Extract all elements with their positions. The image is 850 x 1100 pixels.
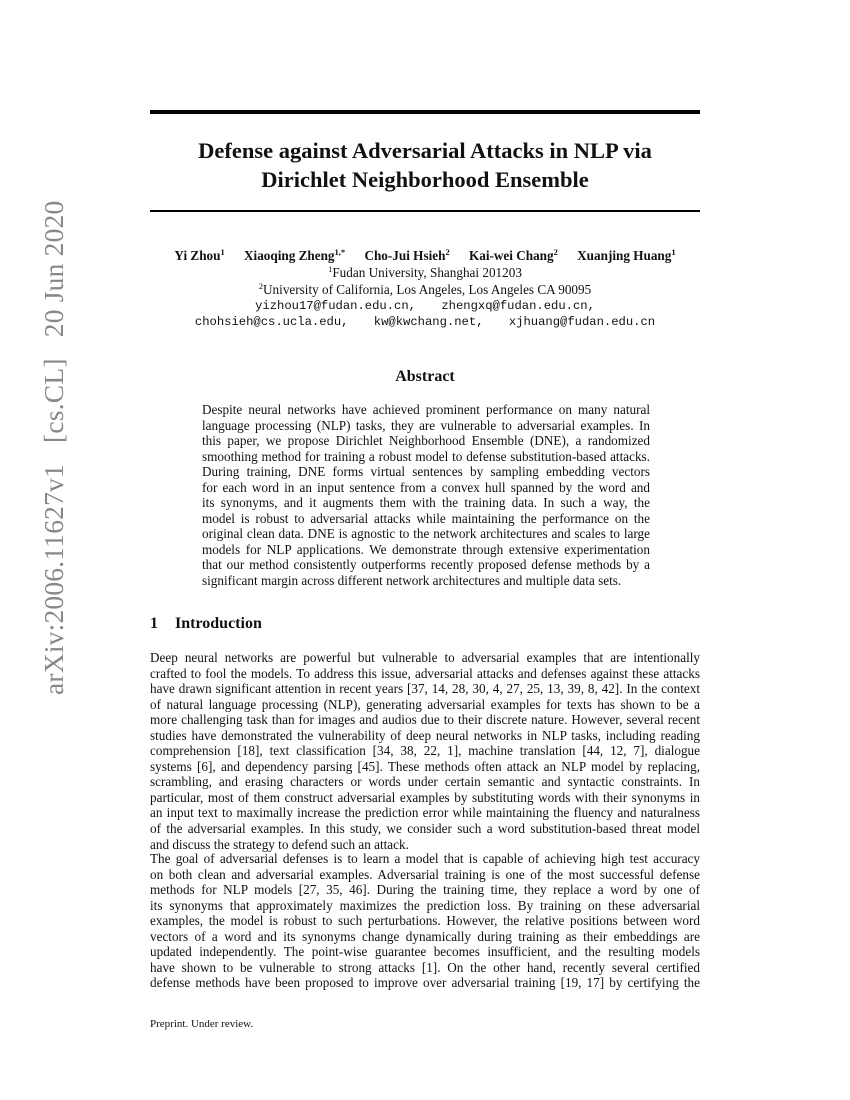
section-number: 1	[150, 615, 158, 632]
text-line: comprehension [18], text classification [34, 38, 22, 1], machine translation [44, 12, 7], dialogue	[150, 743, 700, 759]
author-name: Xiaoqing Zheng	[244, 248, 335, 263]
text-line: crafted to fool the models. To address this issue, adversarial attacks and defenses against these attacks	[150, 665, 700, 681]
text-line: The goal of adversarial defenses is to learn a model that is capable of achieving high test accuracy	[150, 851, 700, 866]
author-name: Cho-Jui Hsieh	[364, 248, 446, 263]
text-line: have shown to be vulnerable to strong attacks [1]. On the other hand, recently several certified	[150, 959, 700, 975]
arxiv-category: [cs.CL]	[38, 358, 69, 443]
title-bottom-rule	[150, 210, 700, 212]
abstract-body	[202, 402, 650, 589]
email-link[interactable]: xjhuang@fudan.edu.cn	[508, 315, 656, 329]
affiliation	[130, 265, 720, 281]
abstract-line: smoothing method for training a robust model to defense substitution-based attacks.	[202, 448, 650, 464]
abstract-line: its synonyms, and it augments them with the training data. In such a way, the	[202, 495, 650, 511]
text-line: on both clean and adversarial examples. Adversarial training is one of the most successful defense	[150, 866, 700, 882]
text-line: examples, the model is robust to such perturbations. However, the relative positions between word	[150, 913, 700, 929]
author-affil-mark: 1	[671, 247, 676, 257]
title-line: Defense against Adversarial Attacks in NLP via	[198, 138, 652, 163]
email-line	[130, 298, 720, 314]
intro-paragraph-1	[150, 650, 700, 852]
author-affil-mark: 2	[445, 247, 450, 257]
author-affil-mark: 1,*	[334, 247, 346, 257]
email-link[interactable]: kw@kwchang.net,	[373, 315, 484, 329]
affiliation-mark: 1	[328, 264, 333, 274]
text-line: studies have demonstrated the vulnerability of deep neural networks in NLP tasks, including reading	[150, 727, 700, 743]
arxiv-id: arXiv:2006.11627v1	[38, 464, 69, 695]
author	[174, 248, 224, 263]
author-list	[130, 248, 720, 264]
abstract-line: models for NLP applications. We demonstrate through extensive experimentation	[202, 541, 650, 557]
intro-paragraph-2	[150, 851, 700, 991]
text-line: defense methods have been proposed to improve over adversarial training [19, 17] by certifying the	[150, 975, 700, 991]
abstract-heading: Abstract	[395, 368, 455, 385]
abstract-line: for each word in an input sentence from a convex hull spanned by the word and	[202, 479, 650, 495]
title-line: Dirichlet Neighborhood Ensemble	[261, 167, 589, 192]
author-affil-mark: 2	[553, 247, 558, 257]
affiliation-mark: 2	[258, 281, 264, 291]
text-line: systems [6], and dependency parsing [45]. These methods often attack an NLP model by replacing,	[150, 758, 700, 774]
abstract-line: significant margin across different network architectures and multiple data sets.	[202, 573, 622, 589]
arxiv-stamp-text	[38, 187, 70, 695]
text-line: and discuss the strategy to defend such an attack.	[150, 836, 409, 852]
title-top-rule	[150, 110, 700, 114]
email-link[interactable]: chohsieh@cs.ucla.edu,	[194, 315, 349, 329]
author	[577, 248, 675, 263]
author	[364, 248, 449, 263]
text-line: scrambling, and erasing characters or words under certain semantic and syntactic constraints. In	[150, 774, 700, 790]
author-affil-mark: 1	[220, 247, 225, 257]
text-line: of natural language processing (NLP), generating adversarial examples for texts has shown to be a	[150, 696, 700, 712]
email-link[interactable]: yizhou17@fudan.edu.cn,	[255, 299, 416, 313]
text-line: of the adversarial examples. In this study, we consider such a word substitution-based threat model	[150, 821, 700, 837]
abstract-line: language processing (NLP) tasks, they are vulnerable to adversarial examples. In	[202, 417, 650, 433]
abstract-line: During training, DNE forms virtual sentences by sampling embedding vectors	[202, 464, 650, 480]
affiliation-text: University of California, Los Angeles, Los Angeles CA 90095	[263, 282, 592, 297]
text-line: particular, most of them construct adversarial examples by substituting words with their synonyms in	[150, 789, 700, 805]
section-title: Introduction	[175, 615, 262, 632]
author-name: Kai-wei Chang	[468, 248, 554, 263]
author	[469, 248, 558, 263]
author	[244, 248, 345, 263]
affiliation-text: Fudan University, Shanghai 201203	[332, 265, 522, 280]
abstract-line: that our method consistently outperforms recently proposed defense methods by a	[202, 557, 650, 573]
affiliation	[130, 282, 720, 298]
email-link[interactable]: zhengxq@fudan.edu.cn,	[441, 299, 595, 313]
author-name: Yi Zhou	[174, 248, 221, 263]
text-line: an input text to maximally increase the prediction error while maintaining the fluency and naturalness	[150, 805, 700, 821]
text-line: methods for NLP models [27, 35, 46]. During the training time, they replace a word by one of	[150, 882, 700, 898]
abstract-line: model is robust to adversarial attacks while maintaining the performance on the	[202, 510, 650, 526]
text-line: Deep neural networks are powerful but vulnerable to adversarial examples that are intentionally	[150, 650, 700, 665]
text-line: vectors of a word and its synonyms change dynamically during training as their embeddings are	[150, 928, 700, 944]
section-heading-introduction	[150, 615, 262, 633]
paper-title	[150, 136, 700, 194]
text-line: more challenging task than for images and audios due to their discrete nature. However, several recent	[150, 712, 700, 728]
email-line	[130, 314, 720, 330]
arxiv-side-stamp	[0, 0, 69, 1100]
text-line: its synonyms that approximately maximizes the prediction loss. By training on these adversarial	[150, 897, 700, 913]
text-line: updated independently. The point-wise guarantee becomes insufficient, and the resulting models	[150, 944, 700, 960]
abstract-line: this paper, we propose Dirichlet Neighborhood Ensemble (DNE), a randomized	[202, 433, 650, 449]
text-line: have drawn significant attention in recent years [37, 14, 28, 30, 4, 27, 25, 13, 39, 8, 42]. In the context	[150, 681, 700, 697]
footer-note: Preprint. Under review.	[150, 1018, 254, 1030]
abstract-line: original clean data. DNE is agnostic to the network architectures and scales to large	[202, 526, 650, 542]
abstract-line: Despite neural networks have achieved prominent performance on many natural	[202, 402, 650, 417]
arxiv-date: 20 Jun 2020	[38, 200, 69, 338]
author-name: Xuanjing Huang	[577, 248, 672, 263]
